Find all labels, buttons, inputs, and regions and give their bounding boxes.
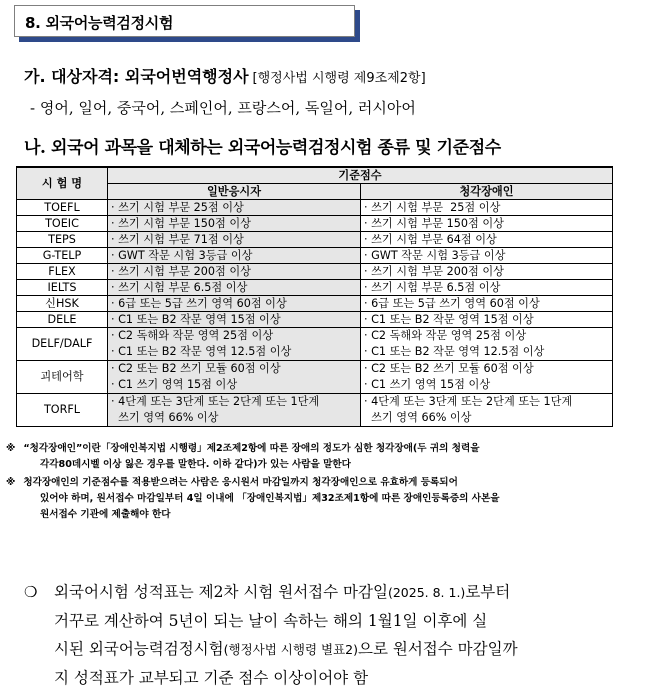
hearing-score-cell (361, 280, 613, 296)
score-line: 쓰기 영역 66% 이상 (111, 411, 219, 424)
general-score-cell (108, 394, 361, 427)
score-line: · 쓰기 시험 부문 200점 이상 (111, 265, 251, 278)
score-line: · 6급 또는 5급 쓰기 영역 60점 이상 (364, 297, 540, 310)
exam-name: TOEIC (17, 216, 108, 232)
score-line: · C1 또는 B2 작문 영역 12.5점 이상 (111, 345, 292, 358)
score-line: · C2 독해와 작문 영역 25점 이상 (364, 329, 527, 342)
note-hearing-definition: ※ “청각장애인”이란「장애인복지법 시행령」제2조제2항에 따른 장애의 정도가 심한 청각장애(두 귀의 청력을 각각80데시벨 이상 잃은 경우를 말한다. 이하 같다)가 있는 사람을 말한다 (6, 441, 634, 473)
section-a (24, 64, 426, 87)
general-score-cell (108, 296, 361, 312)
exam-name: DELF/DALF (17, 328, 108, 361)
note-line: 있어야 하며, 원서접수 마감일부터 4일 이내에 「장애인복지법」제32조제1항에 따른 장애인등록증의 사본을 (40, 493, 500, 504)
col-header-general: 일반응시자 (108, 184, 361, 200)
table-row (17, 232, 613, 248)
table-row (17, 361, 613, 394)
general-score-cell (108, 248, 361, 264)
exam-name: DELE (17, 312, 108, 328)
general-score-cell (108, 232, 361, 248)
table-row (17, 312, 613, 328)
table-row (17, 216, 613, 232)
score-line: · 쓰기 시험 부문 6.5점 이상 (364, 281, 501, 294)
bullet-circle-icon: ❍ (24, 583, 38, 601)
hearing-score-cell (361, 312, 613, 328)
hearing-score-cell (361, 328, 613, 361)
col-header-hearing: 청각장애인 (361, 184, 613, 200)
score-line: · C1 또는 B2 작문 영역 15점 이상 (111, 313, 281, 326)
score-line: · 쓰기 시험 부문 71점 이상 (111, 233, 244, 246)
general-score-cell (108, 328, 361, 361)
score-line: · GWT 작문 시험 3등급 이상 (111, 249, 253, 262)
hearing-score-cell (361, 361, 613, 394)
score-line: · GWT 작문 시험 3등급 이상 (364, 249, 506, 262)
general-score-cell (108, 361, 361, 394)
section-heading-box (14, 5, 355, 37)
score-line: · 쓰기 시험 부문 64점 이상 (364, 233, 497, 246)
note-line: “청각장애인”이란「장애인복지법 시행령」제2조제2항에 따른 장애의 정도가 심한 청각장애(두 귀의 청력을 (23, 443, 480, 454)
hearing-score-cell (361, 216, 613, 232)
general-score-cell (108, 280, 361, 296)
exam-name: TORFL (17, 394, 108, 427)
note-line: 청각장애인의 기준점수를 적용받으려는 사람은 응시원서 마감일까지 청각장애인으로 유효하게 등록되어 (23, 477, 458, 488)
exam-name: IELTS (17, 280, 108, 296)
section-b-title: 나. 외국어 과목을 대체하는 외국어능력검정시험 종류 및 기준점수 (24, 138, 501, 158)
exam-name: G-TELP (17, 248, 108, 264)
score-line: · C1 또는 B2 작문 영역 15점 이상 (364, 313, 534, 326)
section-heading: 8. 외국어능력검정시험 (25, 14, 174, 32)
exam-name: TEPS (17, 232, 108, 248)
table-row (17, 296, 613, 312)
hearing-score-cell (361, 394, 613, 427)
note-line: 원서접수 기관에 제출해야 한다 (40, 509, 171, 520)
score-line: · 쓰기 시험 부문 25점 이상 (364, 201, 501, 214)
score-line: · 4단계 또는 3단계 또는 2단계 또는 1단계 (364, 395, 573, 408)
hearing-score-cell (361, 200, 613, 216)
score-line: · C1 쓰기 영역 15점 이상 (364, 378, 491, 391)
language-list: - 영어, 일어, 중국어, 스페인어, 프랑스어, 독일어, 러시아어 (30, 99, 416, 117)
score-line: · 6급 또는 5급 쓰기 영역 60점 이상 (111, 297, 287, 310)
col-header-exam-name: 시 험 명 (17, 167, 108, 200)
table-row (17, 280, 613, 296)
section-a-title: 가. 대상자격: 외국어번역행정사 (24, 67, 249, 86)
score-line: · 쓰기 시험 부문 25점 이상 (111, 201, 244, 214)
general-score-cell (108, 216, 361, 232)
note-hearing-criteria: ※ 청각장애인의 기준점수를 적용받으려는 사람은 응시원서 마감일까지 청각장애인으로 유효하게 등록되어 있어야 하며, 원서접수 마감일부터 4일 이내에 「장애인복지법」제32조제1항에 따른 장애인등록증의 사본을 원서접수 기관에 제출해야 한다 (6, 475, 634, 523)
table-row (17, 394, 613, 427)
score-line: · 쓰기 시험 부문 150점 이상 (111, 217, 251, 230)
score-line: · C2 또는 B2 쓰기 모듈 60점 이상 (111, 362, 281, 375)
table-row (17, 328, 613, 361)
hearing-score-cell (361, 232, 613, 248)
score-line: · C1 또는 B2 작문 영역 12.5점 이상 (364, 345, 545, 358)
hearing-score-cell (361, 296, 613, 312)
exam-name: TOEFL (17, 200, 108, 216)
exam-score-table (16, 166, 613, 427)
score-line: · C2 또는 B2 쓰기 모듈 60점 이상 (364, 362, 534, 375)
hearing-score-cell (361, 248, 613, 264)
general-score-cell (108, 312, 361, 328)
exam-name: 신HSK (17, 296, 108, 312)
table-row (17, 200, 613, 216)
score-line: · 쓰기 시험 부문 200점 이상 (364, 265, 504, 278)
exam-name: 괴테어학 (17, 361, 108, 394)
score-line: · C2 독해와 작문 영역 25점 이상 (111, 329, 274, 342)
score-line: · 쓰기 시험 부문 6.5점 이상 (111, 281, 248, 294)
score-line: 쓰기 영역 66% 이상 (364, 411, 472, 424)
hearing-score-cell (361, 264, 613, 280)
note-line: 각각80데시벨 이상 잃은 경우를 말한다. 이하 같다)가 있는 사람을 말한다 (40, 459, 351, 470)
general-score-cell (108, 264, 361, 280)
col-header-score: 기준점수 (108, 167, 613, 184)
score-line: · C1 쓰기 영역 15점 이상 (111, 378, 238, 391)
exam-name: FLEX (17, 264, 108, 280)
general-score-cell (108, 200, 361, 216)
table-row (17, 264, 613, 280)
section-a-ref: [행정사법 시행령 제9조제2항] (252, 71, 426, 86)
score-validity-paragraph: ❍ 외국어시험 성적표는 제2차 시험 원서접수 마감일(2025. 8. 1.)로부터 거꾸로 계산하여 5년이 되는 날이 속하는 해의 1월1일 이후에 실 시된 외국어능력검정시험(행정사법 시행령 별표2)으로 원서접수 마감일까 지 성적표가 교부되고 기준 점수 이상이어야 함 (24, 578, 634, 692)
table-row (17, 248, 613, 264)
score-line: · 4단계 또는 3단계 또는 2단계 또는 1단계 (111, 395, 320, 408)
score-line: · 쓰기 시험 부문 150점 이상 (364, 217, 504, 230)
